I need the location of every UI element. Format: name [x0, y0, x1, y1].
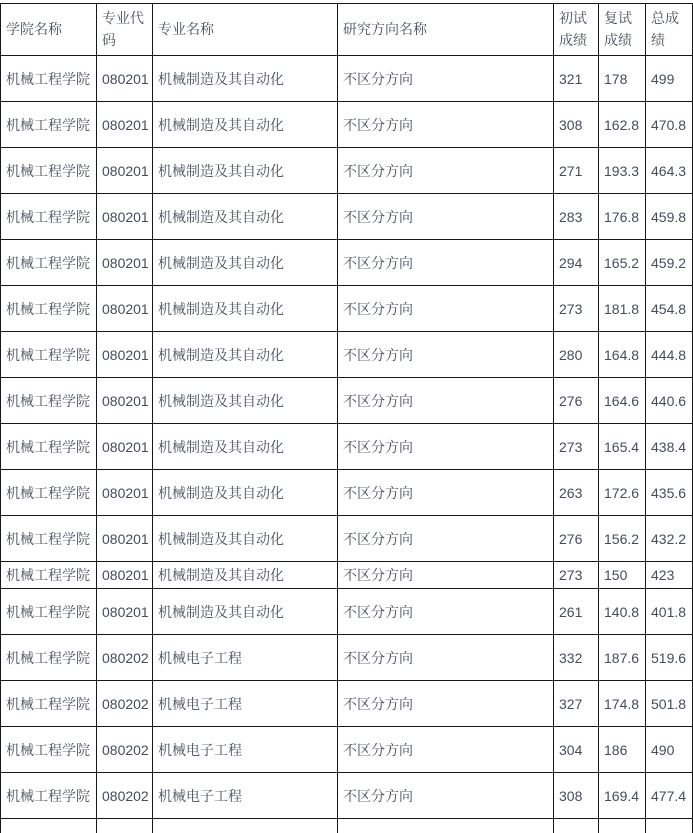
table-cell: 机械工程学院: [1, 635, 97, 681]
table-cell: 机械制造及其自动化: [153, 562, 338, 589]
table-row: [1, 194, 693, 240]
table-cell: 178: [599, 56, 646, 102]
table-cell: 不区分方向: [338, 424, 554, 470]
table-cell: 276: [554, 378, 599, 424]
table-row: [1, 681, 693, 727]
table-cell: 470.8: [646, 102, 693, 148]
column-header-5: 初试成绩: [554, 4, 599, 56]
table-cell: 机械工程学院: [1, 681, 97, 727]
table-cell: 181.8: [599, 286, 646, 332]
table-row: [1, 286, 693, 332]
table-cell: 机械电子工程: [153, 773, 338, 819]
table-cell: 444.8: [646, 332, 693, 378]
table-cell: 机械制造及其自动化: [153, 516, 338, 562]
table-cell: [646, 819, 693, 833]
table-cell: 080201: [97, 470, 153, 516]
admission-scores-table: [0, 3, 693, 833]
table-cell: 304: [554, 727, 599, 773]
table-cell: 283: [554, 194, 599, 240]
table-row: [1, 332, 693, 378]
table-cell: 176.8: [599, 194, 646, 240]
table-cell: 不区分方向: [338, 635, 554, 681]
table-cell: 机械工程学院: [1, 102, 97, 148]
table-cell: 423: [646, 562, 693, 589]
table-cell: 机械工程学院: [1, 286, 97, 332]
table-cell: 271: [554, 148, 599, 194]
table-cell: 273: [554, 562, 599, 589]
table-cell: [1, 819, 97, 833]
table-cell: [153, 819, 338, 833]
table-cell: 140.8: [599, 589, 646, 635]
table-row: [1, 562, 693, 589]
table-cell: 499: [646, 56, 693, 102]
table-cell: 080201: [97, 424, 153, 470]
table-row: [1, 589, 693, 635]
table-cell: 不区分方向: [338, 286, 554, 332]
table-cell: 432.2: [646, 516, 693, 562]
table-cell: 080201: [97, 516, 153, 562]
table-cell: 477.4: [646, 773, 693, 819]
table-cell: 080201: [97, 56, 153, 102]
table-cell: 174.8: [599, 681, 646, 727]
table-cell: 187.6: [599, 635, 646, 681]
table-cell: 机械工程学院: [1, 332, 97, 378]
table-cell: 机械工程学院: [1, 148, 97, 194]
table-cell: 不区分方向: [338, 681, 554, 727]
table-cell: 172.6: [599, 470, 646, 516]
table-cell: 273: [554, 424, 599, 470]
table-cell: 164.8: [599, 332, 646, 378]
table-cell: 机械工程学院: [1, 470, 97, 516]
table-cell: 080202: [97, 635, 153, 681]
table-cell: 机械工程学院: [1, 424, 97, 470]
table-cell: 080202: [97, 773, 153, 819]
table-row: [1, 635, 693, 681]
table-cell: 机械工程学院: [1, 773, 97, 819]
table-cell: 机械工程学院: [1, 516, 97, 562]
column-header-1: 学院名称: [1, 4, 97, 56]
table-cell: 490: [646, 727, 693, 773]
table-cell: 459.8: [646, 194, 693, 240]
table-cell: 机械工程学院: [1, 240, 97, 286]
table-cell: 186: [599, 727, 646, 773]
table-cell: 机械制造及其自动化: [153, 470, 338, 516]
table-cell: 机械工程学院: [1, 56, 97, 102]
table-cell: 机械制造及其自动化: [153, 332, 338, 378]
column-header-6: 复试成绩: [599, 4, 646, 56]
table-cell: 机械制造及其自动化: [153, 378, 338, 424]
table-cell: 机械制造及其自动化: [153, 424, 338, 470]
table-cell: 机械工程学院: [1, 194, 97, 240]
table-cell: 机械电子工程: [153, 681, 338, 727]
table-cell: 261: [554, 589, 599, 635]
table-body: [1, 56, 693, 833]
table-cell: 263: [554, 470, 599, 516]
table-cell: 机械制造及其自动化: [153, 148, 338, 194]
table-cell: 080201: [97, 194, 153, 240]
table-cell: 454.8: [646, 286, 693, 332]
column-header-3: 专业名称: [153, 4, 338, 56]
table-cell: 不区分方向: [338, 102, 554, 148]
table-cell: 273: [554, 286, 599, 332]
table-cell: 169.4: [599, 773, 646, 819]
table-cell: 321: [554, 56, 599, 102]
table-cell: 438.4: [646, 424, 693, 470]
table-cell: 不区分方向: [338, 470, 554, 516]
table-cell: 401.8: [646, 589, 693, 635]
table-cell: 机械电子工程: [153, 727, 338, 773]
table-cell: 440.6: [646, 378, 693, 424]
table-cell: 机械制造及其自动化: [153, 589, 338, 635]
column-header-4: 研究方向名称: [338, 4, 554, 56]
table-row: [1, 240, 693, 286]
table-cell: 080202: [97, 681, 153, 727]
table-cell: 165.4: [599, 424, 646, 470]
table-cell: 不区分方向: [338, 727, 554, 773]
table-cell: 机械电子工程: [153, 635, 338, 681]
table-cell: 080201: [97, 589, 153, 635]
table-cell: 不区分方向: [338, 589, 554, 635]
table-cell: 不区分方向: [338, 240, 554, 286]
table-cell: 不区分方向: [338, 516, 554, 562]
table-cell: 机械制造及其自动化: [153, 240, 338, 286]
table-cell: 165.2: [599, 240, 646, 286]
table-cell: 机械工程学院: [1, 589, 97, 635]
table-cell: 机械工程学院: [1, 562, 97, 589]
table-row: [1, 516, 693, 562]
table-cell: 080201: [97, 102, 153, 148]
table-cell: 308: [554, 102, 599, 148]
table-cell: 080201: [97, 148, 153, 194]
table-cell: 332: [554, 635, 599, 681]
table-cell: 464.3: [646, 148, 693, 194]
table-cell: [97, 819, 153, 833]
table-row: [1, 470, 693, 516]
table-row: [1, 773, 693, 819]
table-row: [1, 424, 693, 470]
table-cell: 机械工程学院: [1, 727, 97, 773]
table-cell: 308: [554, 773, 599, 819]
table-cell: 不区分方向: [338, 562, 554, 589]
table-cell: 不区分方向: [338, 194, 554, 240]
table-row-partial: [1, 819, 693, 833]
table-cell: 不区分方向: [338, 56, 554, 102]
table-cell: 不区分方向: [338, 148, 554, 194]
table-cell: 机械工程学院: [1, 378, 97, 424]
table-cell: 机械制造及其自动化: [153, 286, 338, 332]
table-header: [1, 4, 693, 56]
table-cell: 080201: [97, 240, 153, 286]
table-cell: 080202: [97, 727, 153, 773]
table-cell: 080201: [97, 378, 153, 424]
table-cell: 193.3: [599, 148, 646, 194]
table-cell: [599, 819, 646, 833]
table-cell: 150: [599, 562, 646, 589]
table-cell: 080201: [97, 332, 153, 378]
table-cell: 501.8: [646, 681, 693, 727]
table-cell: 280: [554, 332, 599, 378]
table-cell: 156.2: [599, 516, 646, 562]
table-cell: 519.6: [646, 635, 693, 681]
table-cell: 435.6: [646, 470, 693, 516]
table-cell: 机械制造及其自动化: [153, 102, 338, 148]
table-cell: [554, 819, 599, 833]
table-cell: 276: [554, 516, 599, 562]
table-cell: [338, 819, 554, 833]
table-cell: 164.6: [599, 378, 646, 424]
table-cell: 162.8: [599, 102, 646, 148]
table-cell: 080201: [97, 562, 153, 589]
table-cell: 机械制造及其自动化: [153, 194, 338, 240]
table-cell: 不区分方向: [338, 332, 554, 378]
header-row: [1, 4, 693, 56]
table-cell: 不区分方向: [338, 773, 554, 819]
table-cell: 294: [554, 240, 599, 286]
table-cell: 080201: [97, 286, 153, 332]
table-cell: 327: [554, 681, 599, 727]
table-row: [1, 56, 693, 102]
table-row: [1, 148, 693, 194]
column-header-7: 总成绩: [646, 4, 693, 56]
table-row: [1, 102, 693, 148]
table-cell: 459.2: [646, 240, 693, 286]
table-cell: 不区分方向: [338, 378, 554, 424]
table-cell: 机械制造及其自动化: [153, 56, 338, 102]
column-header-2: 专业代码: [97, 4, 153, 56]
table-row: [1, 727, 693, 773]
table-row: [1, 378, 693, 424]
